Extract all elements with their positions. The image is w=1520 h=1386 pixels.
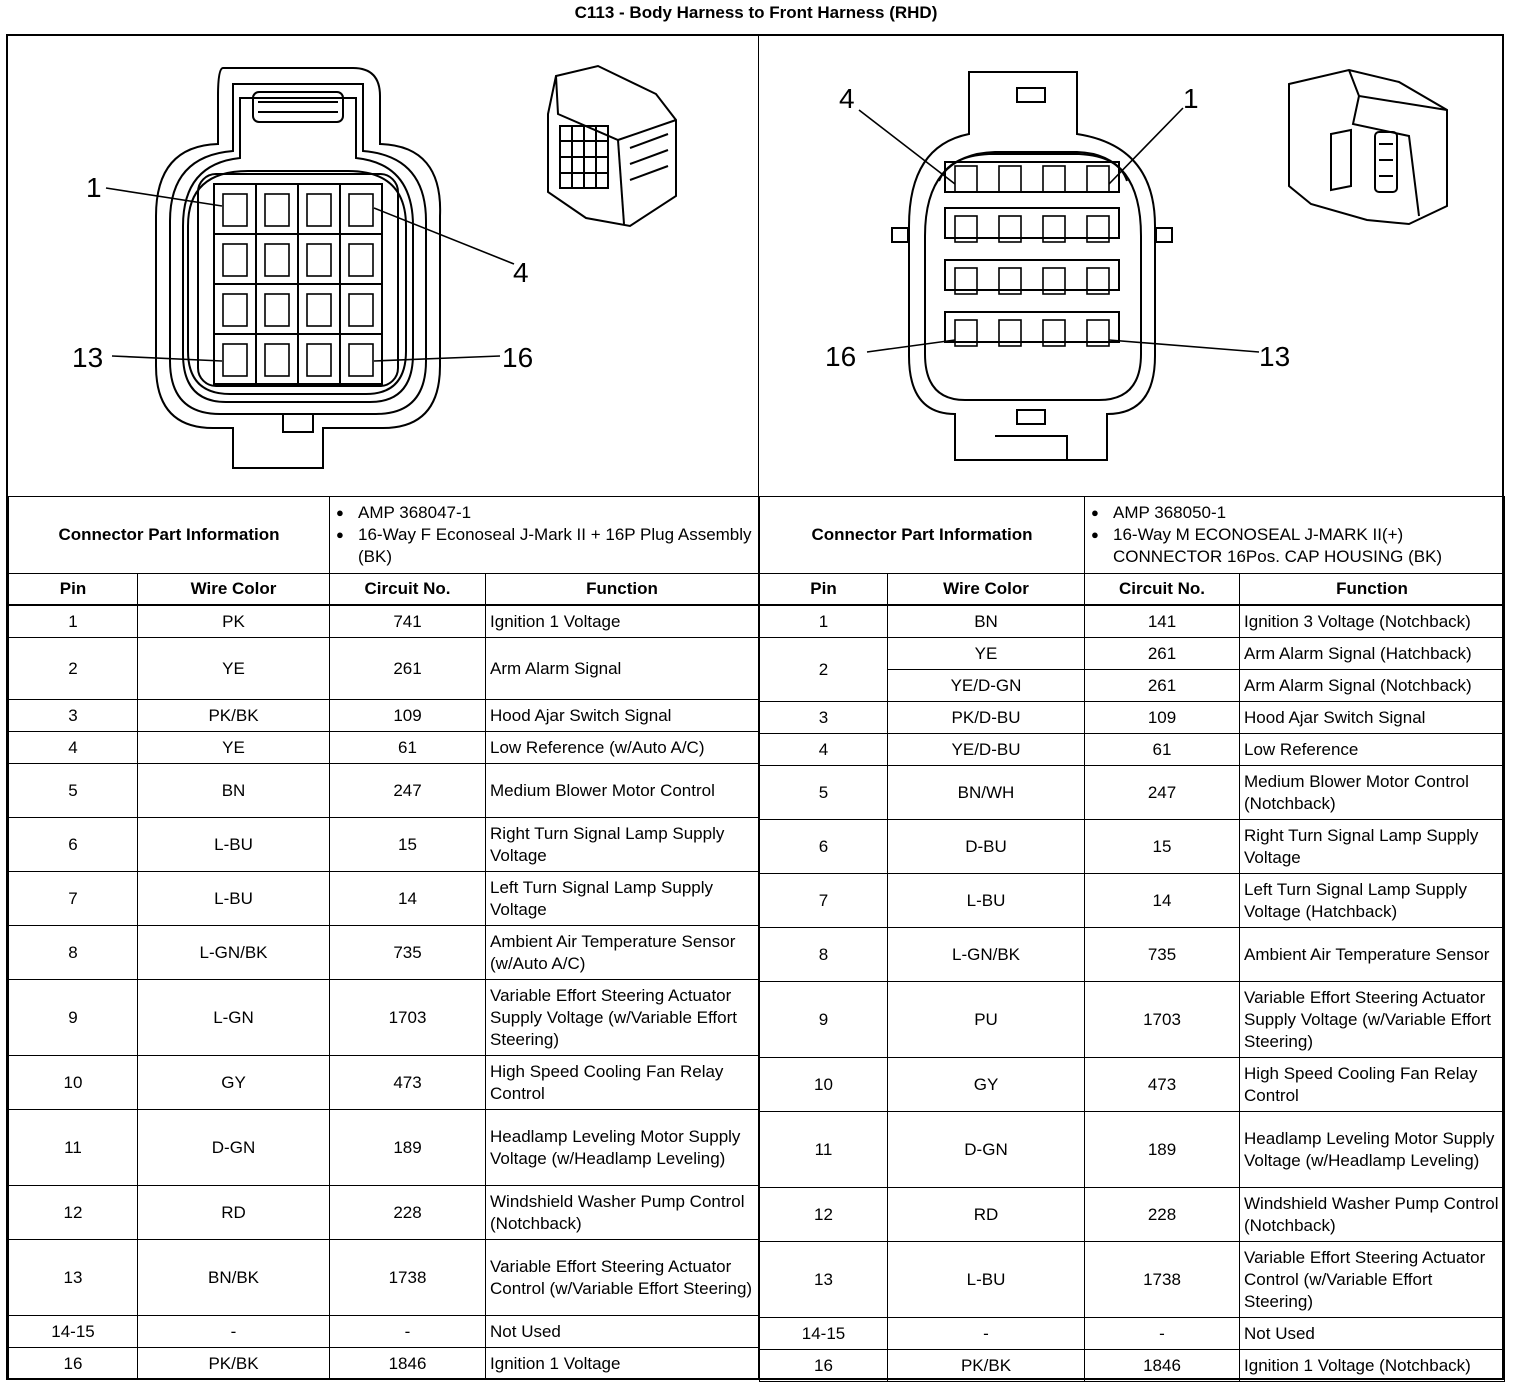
pin-label-4: 4 [839, 83, 855, 114]
function-cell: Ignition 3 Voltage (Notchback) [1240, 605, 1505, 638]
function-cell: Ambient Air Temperature Sensor [1240, 928, 1505, 982]
circuit-cell: 1846 [330, 1348, 486, 1380]
table-row [9, 818, 759, 872]
cpi-details [330, 497, 759, 574]
wire-color-cell: PK/BK [138, 700, 330, 732]
function-cell: Windshield Washer Pump Control (Notchback) [486, 1186, 759, 1240]
table-row [9, 1316, 759, 1348]
function-cell: Left Turn Signal Lamp Supply Voltage (Hatchback) [1240, 874, 1505, 928]
pin-label-1: 1 [1183, 83, 1199, 114]
circuit-cell: 1703 [330, 980, 486, 1056]
table-row [760, 1350, 1505, 1382]
function-cell: Left Turn Signal Lamp Supply Voltage [486, 872, 759, 926]
pin-cell: 13 [9, 1240, 138, 1316]
function-cell: Not Used [486, 1316, 759, 1348]
pin-cell: 11 [9, 1110, 138, 1186]
function-cell: Hood Ajar Switch Signal [486, 700, 759, 732]
cpi-item: ● AMP 368050-1 [1113, 502, 1500, 524]
left-pinout-table [8, 496, 759, 1380]
function-cell: Arm Alarm Signal (Hatchback) [1240, 638, 1505, 670]
circuit-cell: 15 [330, 818, 486, 872]
table-row [760, 766, 1505, 820]
wire-color-cell: - [138, 1316, 330, 1348]
col-header-circuit: Circuit No. [1085, 574, 1240, 606]
circuit-cell: 14 [330, 872, 486, 926]
wire-color-cell: PK/BK [888, 1350, 1085, 1382]
table-row [760, 734, 1505, 766]
circuit-cell: 1738 [1085, 1242, 1240, 1318]
table-row [9, 732, 759, 764]
cpi-details [1085, 497, 1505, 574]
circuit-cell: 261 [1085, 638, 1240, 670]
circuit-cell: 15 [1085, 820, 1240, 874]
function-cell: Variable Effort Steering Actuator Supply Voltage (w/Variable Effort Steering) [486, 980, 759, 1056]
circuit-cell: 228 [330, 1186, 486, 1240]
function-cell: Ignition 1 Voltage [486, 1348, 759, 1380]
male-connector-figure [759, 36, 1504, 496]
wire-color-cell: L-GN/BK [138, 926, 330, 980]
wire-color-cell: L-BU [888, 1242, 1085, 1318]
table-row [760, 982, 1505, 1058]
col-header-wire-color: Wire Color [888, 574, 1085, 606]
wire-color-cell: YE/D-BU [888, 734, 1085, 766]
wire-color-cell: GY [138, 1056, 330, 1110]
function-cell: Headlamp Leveling Motor Supply Voltage (w/Headlamp Leveling) [1240, 1112, 1505, 1188]
pin-cell: 1 [760, 605, 888, 638]
col-header-pin: Pin [9, 574, 138, 606]
table-row [9, 1240, 759, 1316]
pin-cell: 11 [760, 1112, 888, 1188]
pin-cell: 14-15 [760, 1318, 888, 1350]
circuit-cell: 109 [330, 700, 486, 732]
cpi-label: Connector Part Information [9, 497, 330, 574]
col-header-wire-color: Wire Color [138, 574, 330, 606]
function-cell: Variable Effort Steering Actuator Control (w/Variable Effort Steering) [486, 1240, 759, 1316]
function-cell: Arm Alarm Signal [486, 638, 759, 700]
pin-label-13: 13 [1259, 341, 1291, 372]
table-row [9, 1348, 759, 1380]
table-row [760, 638, 1505, 670]
table-row [760, 702, 1505, 734]
table-row [9, 980, 759, 1056]
circuit-cell: 735 [330, 926, 486, 980]
pin-cell: 2 [9, 638, 138, 700]
function-cell: Not Used [1240, 1318, 1505, 1350]
pin-cell: 2 [760, 638, 888, 702]
wire-color-cell: BN [888, 605, 1085, 638]
circuit-cell: 473 [1085, 1058, 1240, 1112]
pin-cell: 8 [9, 926, 138, 980]
circuit-cell: 189 [330, 1110, 486, 1186]
function-cell: Medium Blower Motor Control (Notchback) [1240, 766, 1505, 820]
table-row [9, 1186, 759, 1240]
pin-cell: 6 [9, 818, 138, 872]
table-row [9, 605, 759, 638]
wire-color-cell: L-BU [888, 874, 1085, 928]
wire-color-cell: BN [138, 764, 330, 818]
wire-color-cell: L-BU [138, 872, 330, 926]
table-row [760, 820, 1505, 874]
function-cell: Arm Alarm Signal (Notchback) [1240, 670, 1505, 702]
female-connector-drawing [8, 36, 758, 496]
pin-cell: 12 [760, 1188, 888, 1242]
pin-cell: 4 [9, 732, 138, 764]
function-cell: Ambient Air Temperature Sensor (w/Auto A/C) [486, 926, 759, 980]
table-row [9, 1056, 759, 1110]
pin-cell: 7 [760, 874, 888, 928]
pin-label-16: 16 [502, 342, 534, 373]
pin-cell: 8 [760, 928, 888, 982]
wire-color-cell: RD [888, 1188, 1085, 1242]
function-cell: Ignition 1 Voltage (Notchback) [1240, 1350, 1505, 1382]
function-cell: Windshield Washer Pump Control (Notchback) [1240, 1188, 1505, 1242]
circuit-cell: 109 [1085, 702, 1240, 734]
function-cell: Medium Blower Motor Control [486, 764, 759, 818]
wire-color-cell: D-BU [888, 820, 1085, 874]
wire-color-cell: L-GN [138, 980, 330, 1056]
function-cell: Right Turn Signal Lamp Supply Voltage [1240, 820, 1505, 874]
circuit-cell: 261 [330, 638, 486, 700]
circuit-cell: 189 [1085, 1112, 1240, 1188]
wire-color-cell: PK [138, 605, 330, 638]
connector-sheet [6, 34, 1504, 1380]
wire-color-cell: PK/D-BU [888, 702, 1085, 734]
circuit-cell: 228 [1085, 1188, 1240, 1242]
wire-color-cell: GY [888, 1058, 1085, 1112]
table-row [760, 1058, 1505, 1112]
pin-cell: 10 [760, 1058, 888, 1112]
pin-cell: 13 [760, 1242, 888, 1318]
table-row [9, 926, 759, 980]
circuit-cell: 1703 [1085, 982, 1240, 1058]
pin-cell: 7 [9, 872, 138, 926]
pin-cell: 16 [760, 1350, 888, 1382]
female-connector-iso-icon [548, 66, 676, 226]
table-row [760, 1188, 1505, 1242]
wire-color-cell: YE [888, 638, 1085, 670]
function-cell: Ignition 1 Voltage [486, 605, 759, 638]
col-header-function: Function [1240, 574, 1505, 606]
circuit-cell: 61 [330, 732, 486, 764]
function-cell: Low Reference (w/Auto A/C) [486, 732, 759, 764]
page-title: C113 - Body Harness to Front Harness (RHD) [574, 3, 938, 22]
circuit-cell: 14 [1085, 874, 1240, 928]
table-row [760, 874, 1505, 928]
table-row [9, 700, 759, 732]
pin-cell: 3 [9, 700, 138, 732]
pin-cell: 9 [9, 980, 138, 1056]
pin-cell: 12 [9, 1186, 138, 1240]
wire-color-cell: D-GN [888, 1112, 1085, 1188]
function-cell: Hood Ajar Switch Signal [1240, 702, 1505, 734]
pin-cell: 5 [9, 764, 138, 818]
col-header-pin: Pin [760, 574, 888, 606]
pin-cell: 3 [760, 702, 888, 734]
pin-label-1: 1 [86, 172, 102, 203]
circuit-cell: 247 [1085, 766, 1240, 820]
table-row [9, 764, 759, 818]
pin-label-16: 16 [825, 341, 857, 372]
wire-color-cell: RD [138, 1186, 330, 1240]
circuit-cell: - [330, 1316, 486, 1348]
right-pinout-table [759, 496, 1505, 1382]
circuit-cell: 61 [1085, 734, 1240, 766]
wire-color-cell: BN/BK [138, 1240, 330, 1316]
table-row [760, 1112, 1505, 1188]
circuit-cell: 261 [1085, 670, 1240, 702]
cpi-item: ● 16-Way M ECONOSEAL J-MARK II(+) CONNECTOR 16Pos. CAP HOUSING (BK) [1113, 524, 1500, 568]
circuit-cell: 741 [330, 605, 486, 638]
circuit-cell: 247 [330, 764, 486, 818]
pin-cell: 16 [9, 1348, 138, 1380]
wire-color-cell: PK/BK [138, 1348, 330, 1380]
table-row [760, 1318, 1505, 1350]
function-cell: Variable Effort Steering Actuator Control (w/Variable Effort Steering) [1240, 1242, 1505, 1318]
wire-color-cell: YE [138, 732, 330, 764]
function-cell: Variable Effort Steering Actuator Supply Voltage (w/Variable Effort Steering) [1240, 982, 1505, 1058]
male-connector-iso-icon [1289, 70, 1447, 224]
col-header-function: Function [486, 574, 759, 606]
pin-cell: 10 [9, 1056, 138, 1110]
circuit-cell: 473 [330, 1056, 486, 1110]
wire-color-cell: D-GN [138, 1110, 330, 1186]
function-cell: Headlamp Leveling Motor Supply Voltage (w/Headlamp Leveling) [486, 1110, 759, 1186]
cpi-label: Connector Part Information [760, 497, 1085, 574]
table-row [760, 1242, 1505, 1318]
wire-color-cell: YE [138, 638, 330, 700]
wire-color-cell: - [888, 1318, 1085, 1350]
wire-color-cell: PU [888, 982, 1085, 1058]
wire-color-cell: YE/D-GN [888, 670, 1085, 702]
cpi-item: ● 16-Way F Econoseal J-Mark II + 16P Plug Assembly (BK) [358, 524, 754, 568]
pin-cell: 6 [760, 820, 888, 874]
function-cell: High Speed Cooling Fan Relay Control [486, 1056, 759, 1110]
circuit-cell: 1846 [1085, 1350, 1240, 1382]
pin-cell: 1 [9, 605, 138, 638]
col-header-circuit: Circuit No. [330, 574, 486, 606]
function-cell: High Speed Cooling Fan Relay Control [1240, 1058, 1505, 1112]
circuit-cell: 1738 [330, 1240, 486, 1316]
table-row [760, 928, 1505, 982]
pin-cell: 14-15 [9, 1316, 138, 1348]
pin-label-4: 4 [513, 257, 529, 288]
function-cell: Right Turn Signal Lamp Supply Voltage [486, 818, 759, 872]
wire-color-cell: L-BU [138, 818, 330, 872]
circuit-cell: 141 [1085, 605, 1240, 638]
table-row [760, 605, 1505, 638]
circuit-cell: 735 [1085, 928, 1240, 982]
function-cell: Low Reference [1240, 734, 1505, 766]
pin-cell: 5 [760, 766, 888, 820]
table-row [9, 638, 759, 700]
male-connector-drawing [759, 36, 1504, 496]
table-row [9, 872, 759, 926]
circuit-cell: - [1085, 1318, 1240, 1350]
wire-color-cell: L-GN/BK [888, 928, 1085, 982]
pin-cell: 9 [760, 982, 888, 1058]
pin-label-13: 13 [72, 342, 104, 373]
cpi-item: ● AMP 368047-1 [358, 502, 754, 524]
table-row [9, 1110, 759, 1186]
pin-cell: 4 [760, 734, 888, 766]
female-connector-figure [8, 36, 758, 496]
wire-color-cell: BN/WH [888, 766, 1085, 820]
